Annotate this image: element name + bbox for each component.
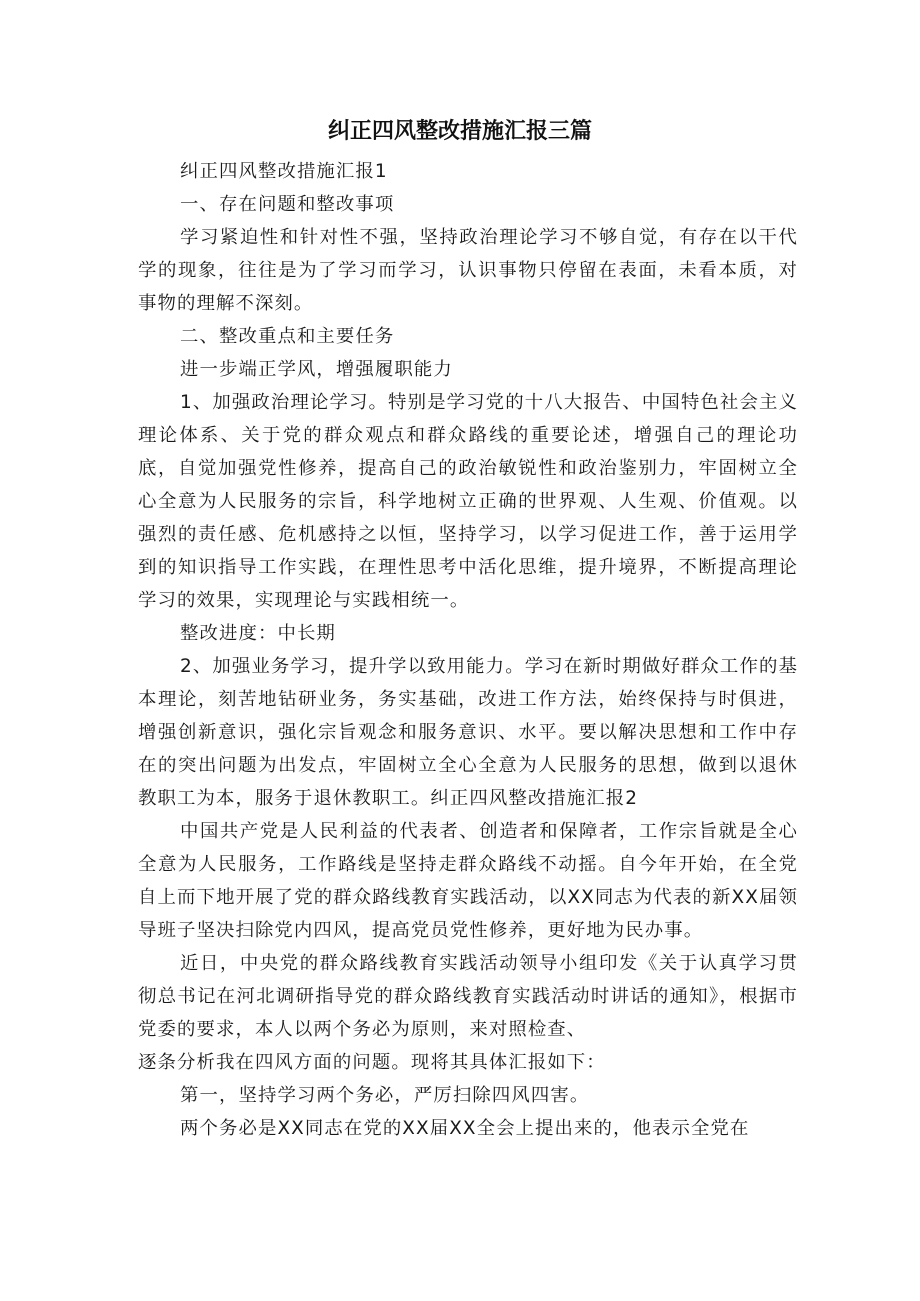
- paragraph-business-study: 2、加强业务学习，提升学以致用能力。学习在新时期做好群众工作的基本理论，刻苦地钻研业务，务实基础，改进工作方法，始终保持与时俱进，增强创新意识，强化宗旨观念和服务意识、水平。要以解决思想和工作中存在的突出问题为出发点，牢固树立全心全意为人民服务的思想，做到以退休教职工为本，服务于退休教职工。纠正四风整改措施汇报2: [138, 656, 798, 809]
- paragraph-progress: 整改进度：中长期: [180, 623, 336, 644]
- paragraph-party-intro: 中国共产党是人民利益的代表者、创造者和保障者，工作宗旨就是全心全意为人民服务，工作路线是坚持走群众路线不动摇。自今年开始，在全党自上而下地开展了党的群众路线教育实践活动，以XX同志为代表的新XX届领导班子坚决扫除党内四风，提高党员党性修养，更好地为民办事。: [138, 821, 798, 941]
- section-heading-report-1: 纠正四风整改措施汇报1: [180, 161, 388, 182]
- paragraph-notice: 近日，中央党的群众路线教育实践活动领导小组印发《关于认真学习贯彻总书记在河北调研指导党的群众路线教育实践活动时讲话的通知》，根据市党委的要求，本人以两个务必为原则，来对照检查、: [138, 953, 798, 1040]
- subheading-study-style: 进一步端正学风，增强履职能力: [180, 359, 453, 380]
- document-body: [138, 155, 798, 1145]
- paragraph-problems: 学习紧迫性和针对性不强，坚持政治理论学习不够自觉，有存在以干代学的现象，往往是为了学习而学习，认识事物只停留在表面，未看本质，对事物的理解不深刻。: [138, 227, 798, 314]
- section-heading-tasks: 二、整改重点和主要任务: [180, 326, 395, 347]
- section-heading-problems: 一、存在问题和整改事项: [180, 194, 395, 215]
- paragraph-political-theory: 1、加强政治理论学习。特别是学习党的十八大报告、中国特色社会主义理论体系、关于党的群众观点和群众路线的重要论述，增强自己的理论功底，自觉加强党性修养，提高自己的政治敏锐性和政治鉴别力，牢固树立全心全意为人民服务的宗旨，科学地树立正确的世界观、人生观、价值观。以强烈的责任感、危机感持之以恒，坚持学习，以学习促进工作，善于运用学到的知识指导工作实践，在理性思考中活化思维，提升境界，不断提高理论学习的效果，实现理论与实践相统一。: [138, 392, 798, 611]
- paragraph-two-musts: 两个务必是XX同志在党的XX届XX全会上提出来的，他表示全党在: [180, 1118, 750, 1139]
- paragraph-analysis: 逐条分析我在四风方面的问题。现将其具体汇报如下：: [138, 1052, 606, 1073]
- document-title: 纠正四风整改措施汇报三篇: [327, 119, 592, 144]
- paragraph-first-point: 第一，坚持学习两个务必，严厉扫除四风四害。: [180, 1085, 590, 1106]
